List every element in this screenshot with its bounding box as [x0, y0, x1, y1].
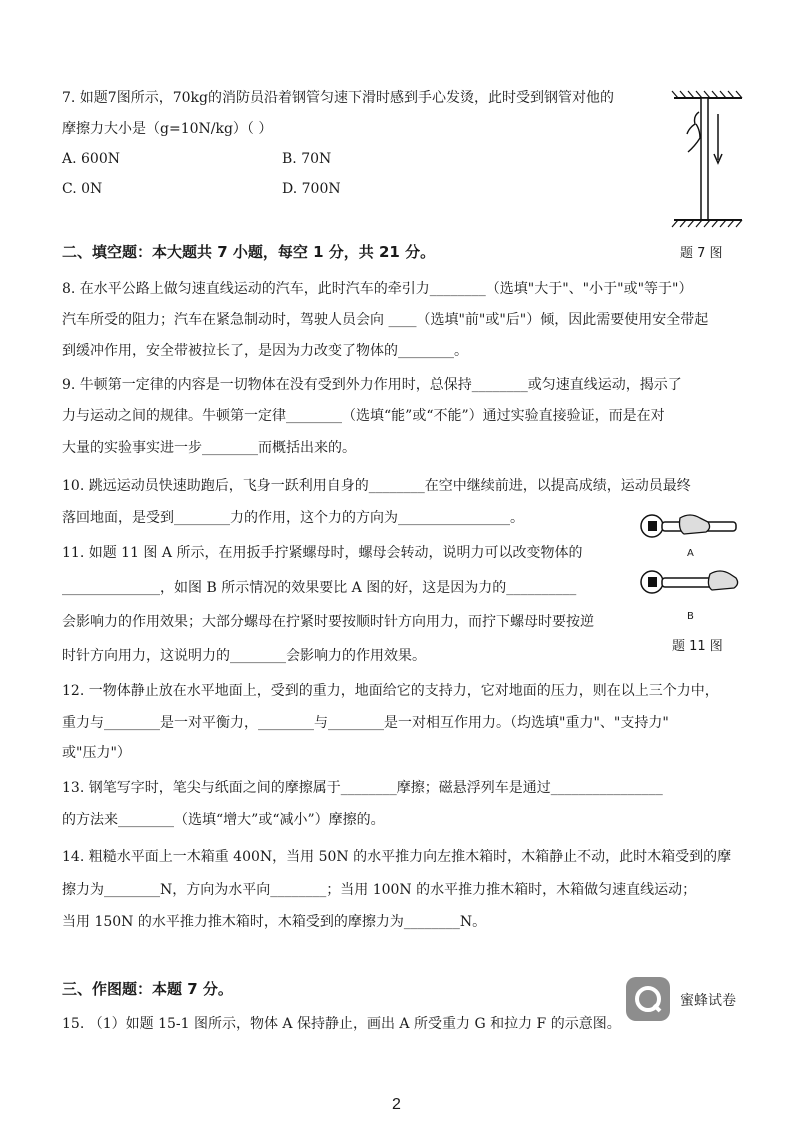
q10-line1: 10. 跳远运动员快速助跑后，飞身一跃利用自身的________在空中继续前进，以提高成绩，运动员最终 [62, 478, 691, 494]
wrench-b-icon [641, 571, 738, 593]
q9-line1: 9. 牛顿第一定律的内容是一切物体在没有受到外力作用时，总保持________或匀速直线运动，揭示了 [62, 377, 682, 393]
section-3-heading: 三、作图题：本题 7 分。 [62, 980, 233, 998]
section-2-heading: 二、填空题：本大题共 7 小题，每空 1 分，共 21 分。 [62, 243, 436, 261]
wrench-a-label: A [687, 548, 694, 559]
wrench-figure [636, 508, 746, 628]
q8-line1: 8. 在水平公路上做匀速直线运动的汽车，此时汽车的牵引力________（选填"大于"、"小于"或"等于"） [62, 281, 693, 297]
q8-line2: 汽车所受的阻力；汽车在紧急制动时，驾驶人员会向 ____（选填"前"或"后"）倾，因此需要使用安全带起 [62, 312, 709, 328]
q12-line2: 重力与________是一对平衡力，________与________是一对相互作用力。（均选填"重力"、"支持力" [62, 715, 669, 731]
q13-line1: 13. 钢笔写字时，笔尖与纸面之间的摩擦属于________摩擦；磁悬浮列车是通过________________ [62, 780, 663, 796]
q14-line1: 14. 粗糙水平面上一木箱重 400N，当用 50N 的水平推力向左推木箱时，木箱静止不动，此时木箱受到的摩 [62, 849, 732, 865]
fireman-pole-figure [668, 90, 748, 235]
q14-line2: 擦力为________N，方向为水平向________；当用 100N 的水平推力推木箱时，木箱做匀速直线运动； [62, 882, 697, 898]
q11-line4: 时针方向用力，这说明力的________会影响力的作用效果。 [62, 648, 426, 664]
watermark-logo-icon [626, 977, 670, 1021]
q7-line2: 摩擦力大小是（g=10N/kg）（ ） [62, 121, 273, 137]
q10-line2: 落回地面，是受到________力的作用，这个力的方向为________________。 [62, 510, 524, 526]
q14-line3: 当用 150N 的水平推力推木箱时，木箱受到的摩擦力为________N。 [62, 914, 487, 930]
q7-option-d: D. 700N [282, 181, 341, 197]
q7-option-b: B. 70N [282, 151, 332, 167]
q11-line2: ______________，如图 B 所示情况的效果要比 A 图的好，这是因为力的__________ [62, 580, 577, 596]
q7-option-c: C. 0N [62, 181, 103, 197]
figure-11-caption: 题 11 图 [672, 639, 723, 654]
wrench-b-label: B [687, 611, 694, 622]
q12-line3: 或"压力"） [62, 745, 131, 761]
q8-line3: 到缓冲作用，安全带被拉长了，是因为力改变了物体的________。 [62, 343, 468, 359]
q9-line3: 大量的实验事实进一步________而概括出来的。 [62, 440, 356, 456]
q11-line1: 11. 如题 11 图 A 所示，在用扳手拧紧螺母时，螺母会转动，说明力可以改变物体的 [62, 545, 583, 561]
figure-7-caption: 题 7 图 [680, 246, 723, 261]
wrench-a-icon [641, 515, 736, 537]
q9-line2: 力与运动之间的规律。牛顿第一定律________（选填“能”或“不能”）通过实验直接验证，而是在对 [62, 408, 665, 424]
q7-option-a: A. 600N [62, 151, 120, 167]
q12-line1: 12. 一物体静止放在水平地面上，受到的重力，地面给它的支持力，它对地面的压力，则在以上三个力中， [62, 683, 719, 699]
q11-line3: 会影响力的作用效果；大部分螺母在拧紧时要按顺时针方向用力，而拧下螺母时要按逆 [62, 614, 594, 630]
q15-line1: 15. （1）如题 15-1 图所示，物体 A 保持静止，画出 A 所受重力 G 和拉力 F 的示意图。 [62, 1016, 621, 1032]
q13-line2: 的方法来________（选填“增大”或“减小”）摩擦的。 [62, 812, 385, 828]
watermark-label: 蜜蜂试卷 [680, 993, 736, 1009]
page-number: 2 [392, 1096, 401, 1113]
q7-line1: 7. 如题7图所示，70kg的消防员沿着钢管匀速下滑时感到手心发烫，此时受到钢管对他的 [62, 90, 614, 106]
